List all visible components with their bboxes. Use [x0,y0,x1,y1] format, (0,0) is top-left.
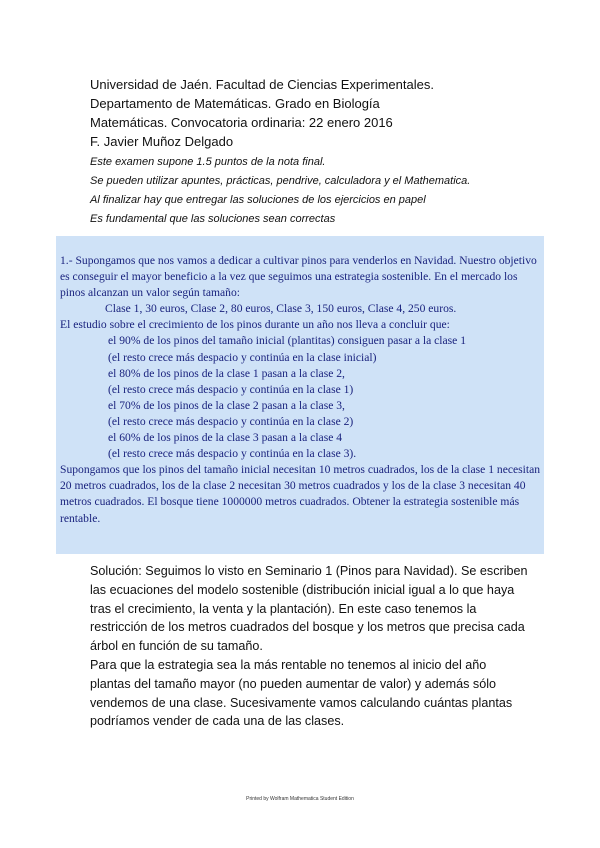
exam-date-line: Matemáticas. Convocatoria ordinaria: 22 enero 2016 [90,115,393,130]
problem-prices: Clase 1, 30 euros, Clase 2, 80 euros, Clase 3, 150 euros, Clase 4, 250 euros. [105,302,457,316]
problem-intro: 1.- Supongamos que nos vamos a dedicar a cultivar pinos para venderlos en Navidad. Nuestro objetivo es conseguir el mayor beneficio a la vez que seguimos una estrategia sostenible. En el mercado los pinos alcanzan un valor según tamaño: [60,254,537,300]
print-footer: Printed by Wolfram Mathematica Student Edition [246,796,354,802]
note-item: Es fundamental que las soluciones sean correctas [90,213,336,225]
solution-paragraph: Solución: Seguimos lo visto en Seminario 1 (Pinos para Navidad). Se escriben las ecuaciones del modelo sostenible (distribución inicial igual a lo que haya tras el crecimiento, la venta y la plantación). En este caso tenemos la restricción de los metros cuadrados del bosque y los metros que precisa cada árbol en función de su tamaño. [90,564,528,654]
problem-closing: Supongamos que los pinos del tamaño inicial necesitan 10 metros cuadrados, los de la clase 1 necesitan 20 metros cuadrados, los de la clase 2 necesitan 30 metros cuadrados y los de la clase 3 necesitan 40 metros cuadrados. El bosque tiene 1000000 metros cuadrados. Obtener la estrategia sostenible más rentable. [60,463,541,525]
growth-line: el 90% de los pinos del tamaño inicial (plantitas) consiguen pasar a la clase 1 [108,334,467,348]
exam-notes [90,153,550,229]
university-line: Universidad de Jaén. Facultad de Ciencias Experimentales. [90,77,434,92]
growth-line: el 80% de los pinos de la clase 1 pasan a la clase 2, [108,366,345,380]
growth-line: (el resto crece más despacio y continúa en la clase 3). [108,447,357,461]
author-line: F. Javier Muñoz Delgado [90,134,234,149]
solution-paragraph: Para que la estrategia sea la más rentable no tenemos al inicio del año plantas del tamaño mayor (no pueden aumentar de valor) y además sólo vendemos de una clase. Sucesivamente vamos calculando cuántas plantas podríamos vender de cada una de las clases. [90,657,513,729]
note-item: Al finalizar hay que entregar las soluciones de los ejercicios en papel [90,194,426,206]
growth-line: el 70% de los pinos de la clase 2 pasan a la clase 3, [108,398,345,412]
growth-line: (el resto crece más despacio y continúa en la clase inicial) [108,350,377,364]
growth-line: el 60% de los pinos de la clase 3 pasan a la clase 4 [108,431,343,445]
growth-line: (el resto crece más despacio y continúa en la clase 2) [108,414,354,428]
note-item: Se pueden utilizar apuntes, prácticas, pendrive, calculadora y el Mathematica. [90,175,471,187]
growth-line: (el resto crece más despacio y continúa en la clase 1) [108,382,354,396]
solution-cell[interactable] [90,562,530,731]
problem-cell[interactable] [56,236,544,554]
document-header [90,75,550,151]
note-item: Este examen supone 1.5 puntos de la nota final. [90,156,326,168]
problem-study: El estudio sobre el crecimiento de los pinos durante un año nos lleva a concluir que: [60,318,450,332]
department-line: Departamento de Matemáticas. Grado en Biología [90,96,380,111]
